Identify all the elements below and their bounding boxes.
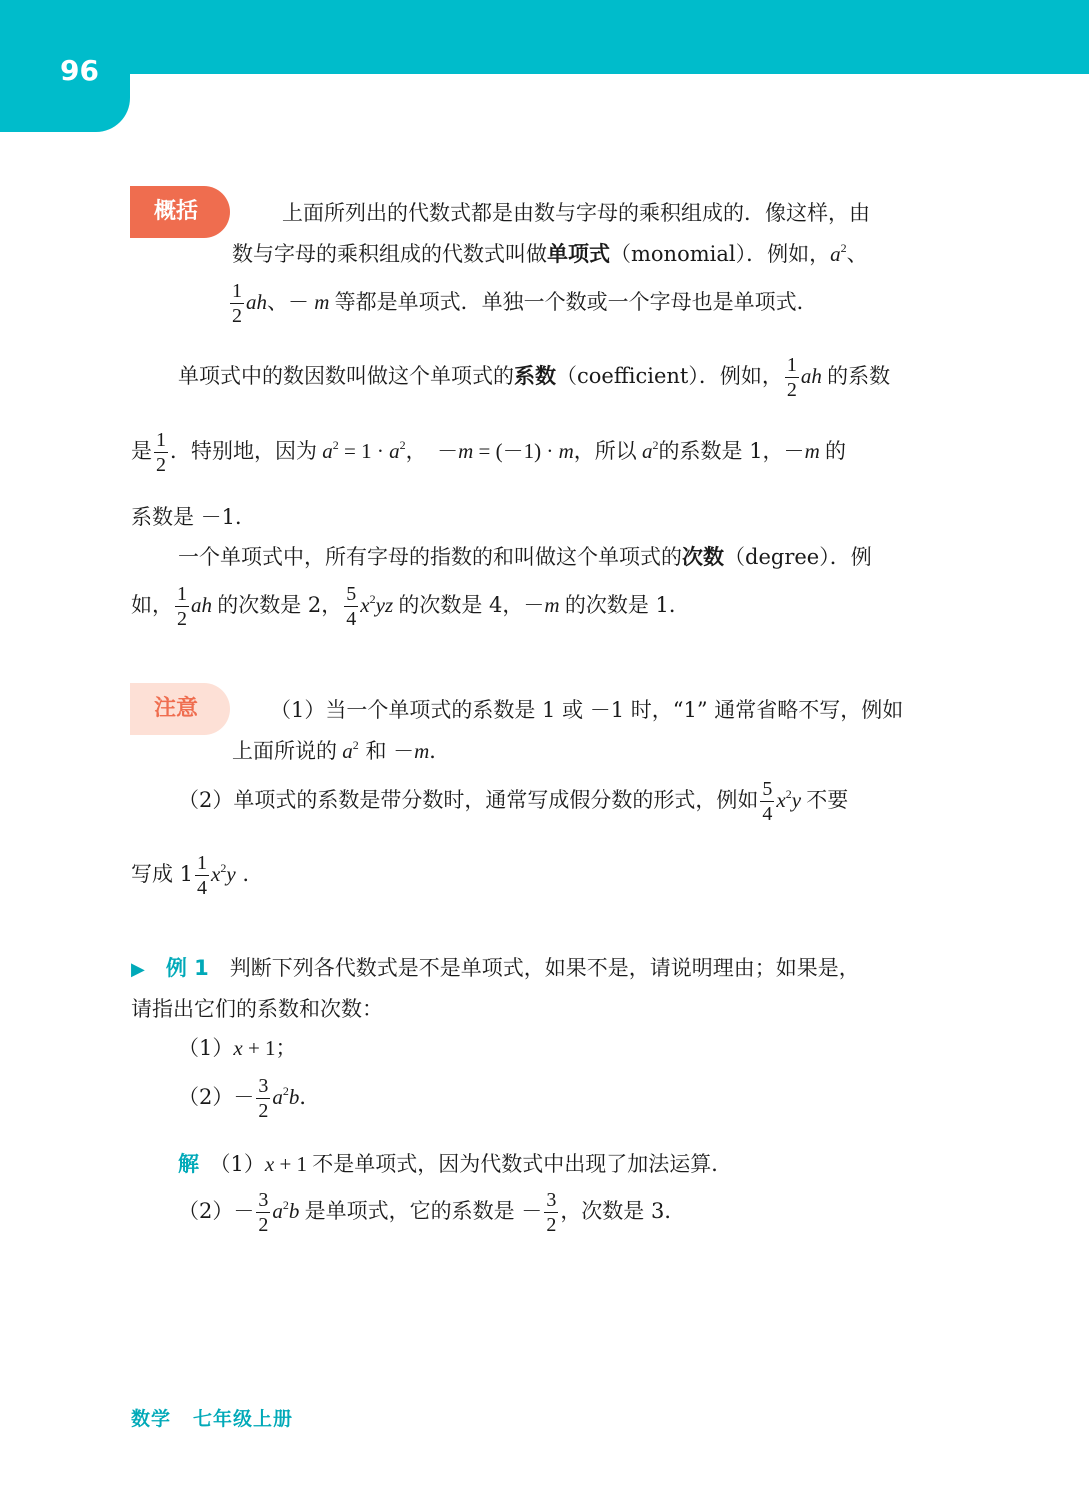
footer-subject: 数学 bbox=[131, 1408, 172, 1430]
header-bar bbox=[0, 0, 1089, 74]
note-line-4: 写成 1 $\frac{1}{4}$ $x^2y$ . bbox=[131, 852, 250, 899]
fraction-one-quarter: $\frac{1}{4}$ bbox=[197, 852, 208, 899]
fraction-one-half: $\frac{1}{2}$ bbox=[232, 280, 242, 327]
triangle-right-icon: ▶ bbox=[131, 959, 145, 980]
degree-line-1: 一个单项式中，所有字母的指数的和叫做这个单项式的次数（degree）．例 bbox=[178, 545, 872, 569]
fraction-one-half: $\frac{1}{2}$ bbox=[177, 583, 187, 630]
fraction-one-half: $\frac{1}{2}$ bbox=[156, 429, 166, 476]
example-question-1: （1）x + 1； bbox=[178, 1036, 297, 1060]
fraction-three-halves: $\frac{3}{2}$ bbox=[258, 1189, 269, 1236]
example-line-2: 请指出它们的系数和次数： bbox=[131, 997, 383, 1021]
summary-line-3: $\frac{1}{2}$ ah、－ m 等都是单项式．单独一个数或一个字母也是单项式． bbox=[232, 280, 818, 327]
fraction-five-quarters: $\frac{5}{4}$ bbox=[346, 583, 357, 630]
solution-label: 解 bbox=[178, 1152, 199, 1176]
fraction-three-halves: $\frac{3}{2}$ bbox=[258, 1075, 269, 1122]
summary-line-1: 上面所列出的代数式都是由数与字母的乘积组成的．像这样，由 bbox=[282, 201, 870, 225]
coefficient-line-1: 单项式中的数因数叫做这个单项式的系数（coefficient）．例如， $\frac{1}{2}$ ah 的系数 bbox=[178, 354, 891, 401]
note-line-2: 上面所说的 $a^2$ 和 －m． bbox=[232, 738, 451, 763]
coefficient-line-2: 是 $\frac{1}{2}$ ．特别地，因为 $a^2 = 1 \cdot a^2$， －m = (－1) · m，所以 $a^2$的系数是 1，－m 的 bbox=[131, 429, 846, 476]
degree-line-2: 如， $\frac{1}{2}$ ah 的次数是 2， $\frac{5}{4}$ $x^2yz$ 的次数是 4，－m 的次数是 1． bbox=[131, 583, 690, 630]
footer bbox=[131, 1404, 293, 1431]
note-tag: 注意 bbox=[130, 683, 230, 735]
coefficient-line-3: 系数是 －1． bbox=[131, 505, 257, 529]
solution-line-2: （2）－ $\frac{3}{2}$ $a^2b$ 是单项式，它的系数是 － $\frac{3}{2}$ ，次数是 3． bbox=[178, 1189, 686, 1236]
summary-tag: 概括 bbox=[130, 186, 230, 238]
page-number: 96 bbox=[60, 54, 99, 87]
fraction-one-half: $\frac{1}{2}$ bbox=[786, 354, 797, 401]
fraction-three-halves: $\frac{3}{2}$ bbox=[546, 1189, 557, 1236]
fraction-five-quarters: $\frac{5}{4}$ bbox=[762, 778, 773, 825]
solution-line-1: 解 （1）x + 1 不是单项式，因为代数式中出现了加法运算． bbox=[178, 1152, 733, 1176]
example-label: 例 1 bbox=[165, 956, 209, 980]
example-line-1: ▶ 例 1 判断下列各代数式是不是单项式，如果不是，请说明理由；如果是， bbox=[131, 956, 860, 980]
footer-grade: 七年级上册 bbox=[193, 1408, 294, 1430]
example-question-2: （2）－ $\frac{3}{2}$ $a^2b$． bbox=[178, 1075, 321, 1122]
summary-line-2: 数与字母的乘积组成的代数式叫做单项式（monomial）．例如，$a^2$、 bbox=[232, 241, 868, 266]
note-line-3: （2）单项式的系数是带分数时，通常写成假分数的形式，例如 $\frac{5}{4}$ $x^2y$ 不要 bbox=[178, 778, 849, 825]
note-line-1: （1）当一个单项式的系数是 1 或 －1 时，“1” 通常省略不写，例如 bbox=[270, 698, 904, 722]
